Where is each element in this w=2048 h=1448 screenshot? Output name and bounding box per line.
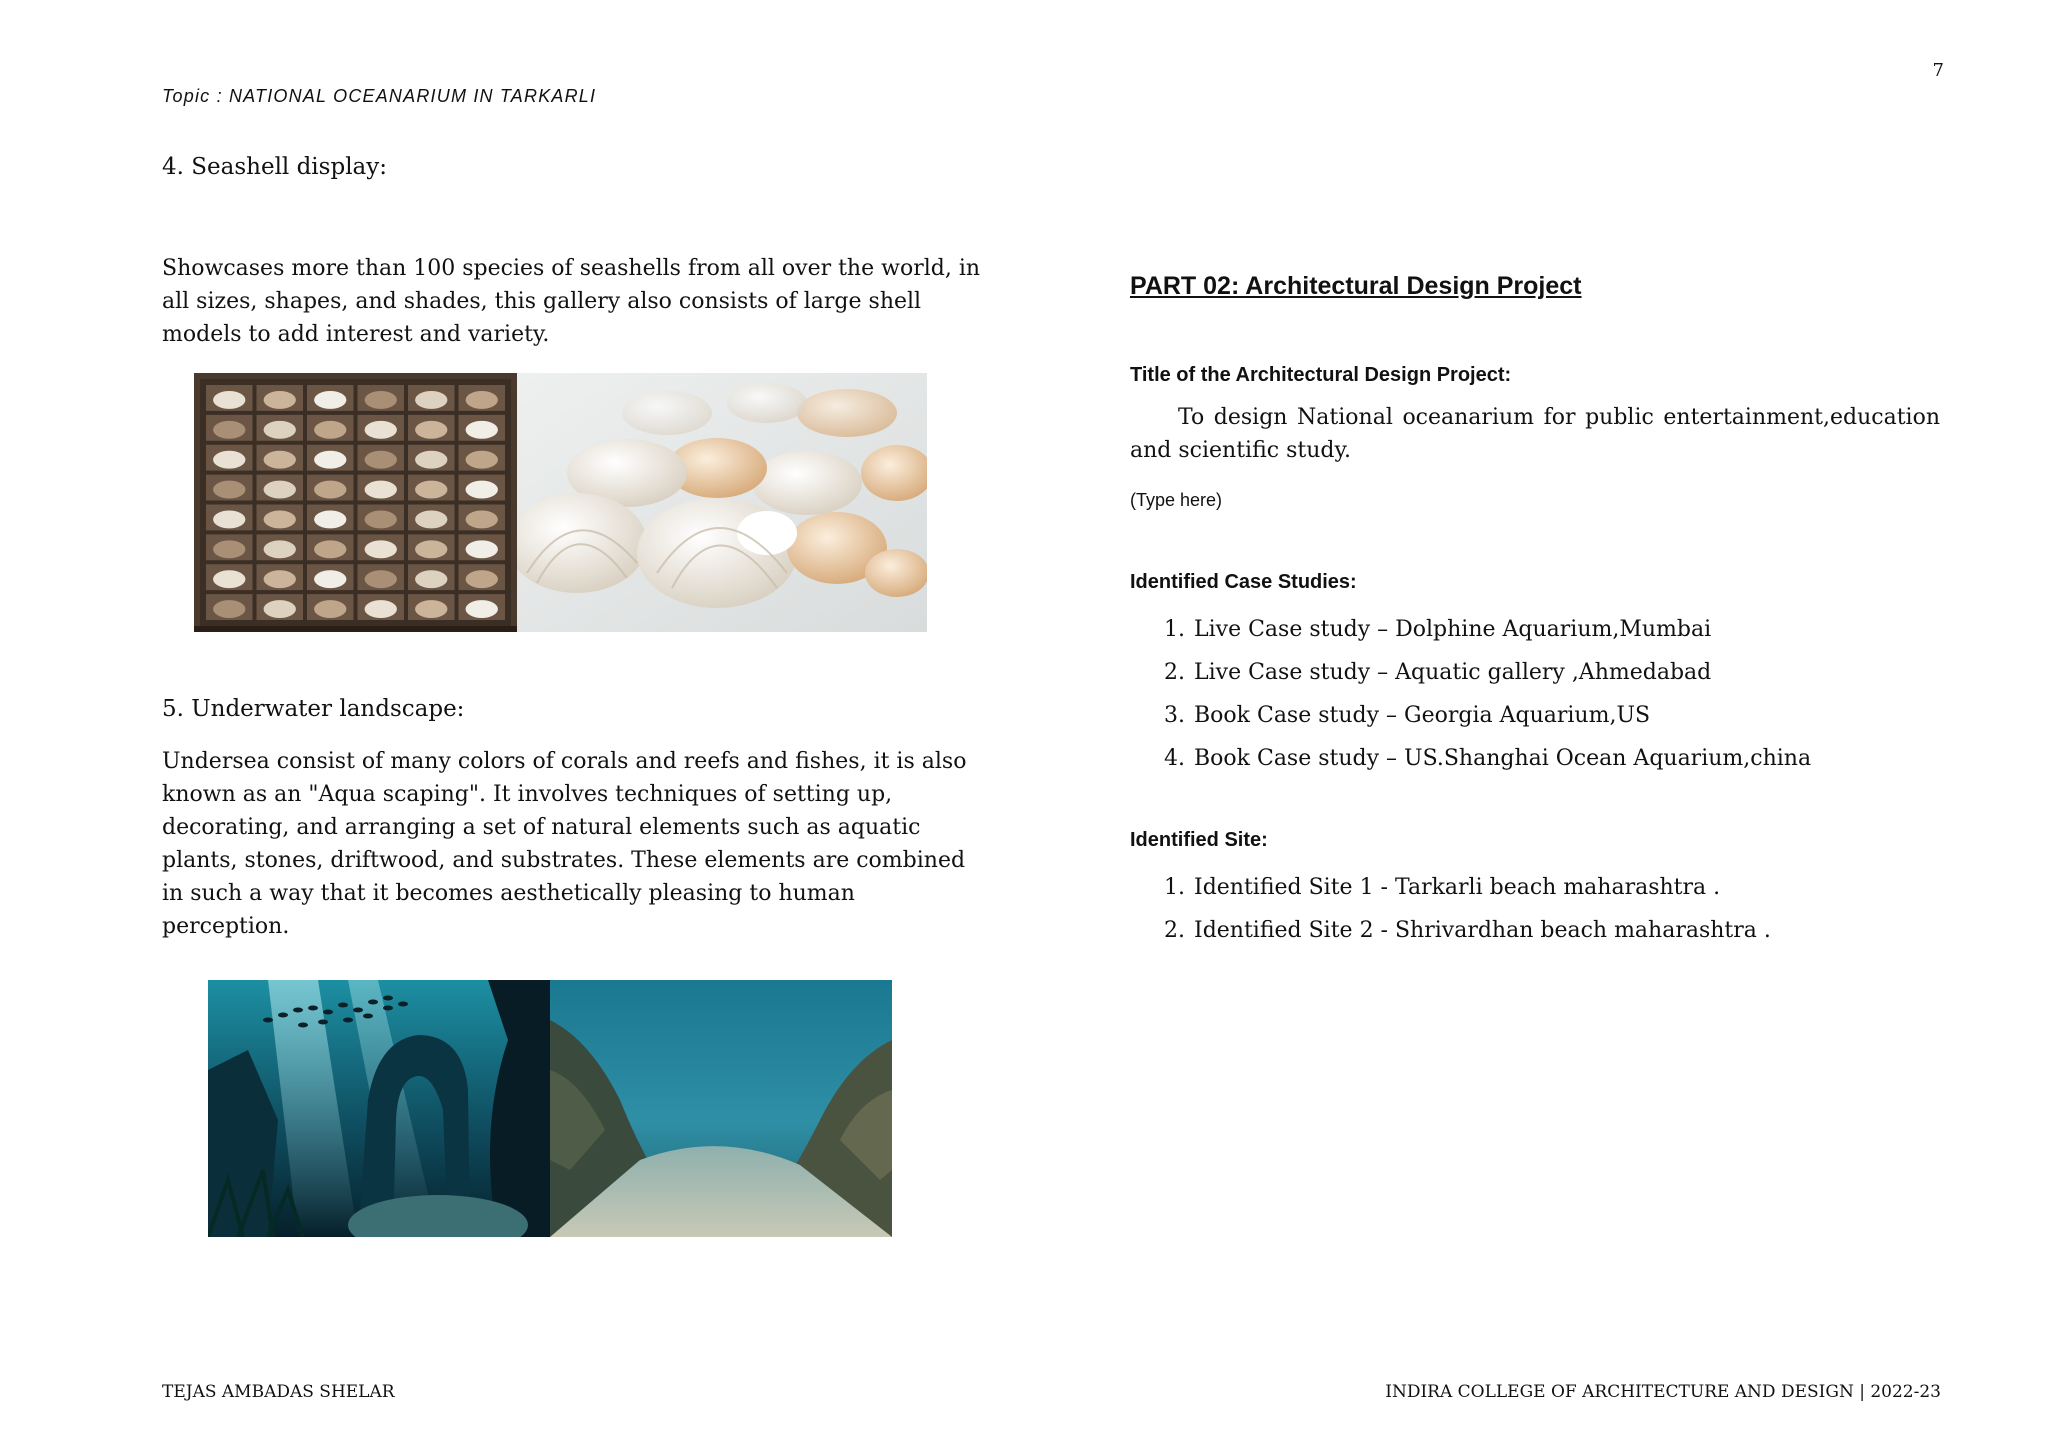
footer-institution: INDIRA COLLEGE OF ARCHITECTURE AND DESIGN | 2022-23 — [1385, 1382, 1941, 1402]
underwater-paragraph: Undersea consist of many colors of corals and reefs and fishes, it is also known as an "Aqua scaping". It involves techniques of setting up, decorating, and arranging a set of natural elements such as aquatic plants, stones, driftwood, and substrates. These elements are combined in such a way that it becomes aesthetically pleasing to human perception. — [162, 749, 967, 939]
case-study-item: 2. Live Case study – Aquatic gallery ,Ahmedabad — [1192, 651, 2002, 694]
case-studies-label: Identified Case Studies: — [1130, 571, 1357, 593]
site-item: 1. Identified Site 1 - Tarkarli beach maharashtra . — [1192, 866, 2002, 909]
project-title-text: To design National oceanarium for public entertainment,education and scientific study. — [1130, 405, 1940, 463]
shell-cabinet-image — [194, 373, 517, 632]
page-number: 7 — [1932, 60, 1944, 81]
underwater-heading: 5. Underwater landscape: — [162, 696, 465, 722]
case-study-item: 1. Live Case study – Dolphine Aquarium,Mumbai — [1192, 608, 2002, 651]
coral-arch-image — [208, 980, 550, 1237]
project-title-label: Title of the Architectural Design Project: — [1130, 364, 1512, 386]
site-item: 2. Identified Site 2 - Shrivardhan beach maharashtra . — [1192, 909, 2002, 952]
case-study-item: 3. Book Case study – Georgia Aquarium,US — [1192, 694, 2002, 737]
seabed-image — [550, 980, 892, 1237]
seashell-heading: 4. Seashell display: — [162, 154, 388, 180]
case-study-item: 4. Book Case study – US.Shanghai Ocean Aquarium,china — [1192, 737, 2002, 780]
shells-closeup-image — [517, 373, 927, 632]
identified-site-label: Identified Site: — [1130, 829, 1268, 851]
part-title: PART 02: Architectural Design Project — [1130, 272, 1582, 300]
case-studies-list — [1130, 608, 2002, 780]
type-here-placeholder: (Type here) — [1130, 490, 1223, 510]
seashell-paragraph: Showcases more than 100 species of seashells from all over the world, in all sizes, shapes, and shades, this gallery also consists of large shell models to add interest and variety. — [162, 256, 981, 347]
sites-list — [1130, 866, 2002, 952]
topic-header: Topic : NATIONAL OCEANARIUM IN TARKARLI — [162, 86, 597, 106]
footer-author: TEJAS AMBADAS SHELAR — [162, 1382, 395, 1402]
